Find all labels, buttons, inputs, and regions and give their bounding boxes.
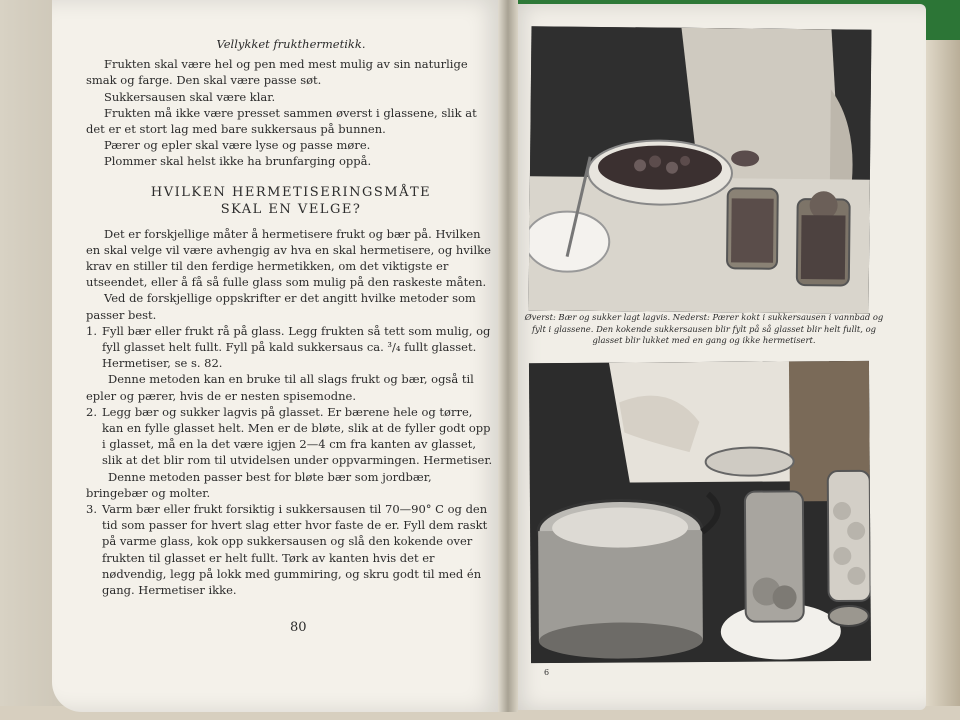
left-page-text <box>86 30 496 598</box>
intro-line: Frukten skal være hel og pen med mest mulig av sin naturlige smak og farge. Den skal være passe søt. <box>86 57 468 88</box>
intro-line: Pærer og epler skal være lyse og passe møre. <box>104 138 371 153</box>
section-heading <box>86 184 496 218</box>
photo-pears-in-jars <box>529 361 871 663</box>
method-item <box>86 404 496 469</box>
method-number: 3. <box>86 502 97 517</box>
section-heading-line1: HVILKEN HERMETISERINGSMÅTE <box>150 184 432 200</box>
method-text: Legg bær og sukker lagvis på glasset. Er bærene hele og tørre, kan en fylle glasset helt. Men er de bløte, slik at de fyller godt opp i glasset, må en la det være igjen 2—4 cm fra kanten av glasset, slik at det blir rom til utvidelsen under oppvarmingen. Hermetiser. <box>102 404 493 468</box>
method-number: 2. <box>86 404 97 419</box>
body-paragraph: Det er forskjellige måter å hermetisere frukt og bær på. Hvilken en skal velge vil være avhengig av hva en skal hermetisere, og hvilke krav en stiller til den ferdige hermetikken, om det viktigste er utseendet, eller å få så fulle glass som mulig på den raskeste måten. <box>86 226 491 290</box>
book-page-edges <box>920 40 960 720</box>
right-page-number: 6 <box>544 668 550 677</box>
photo-berries-and-sugar <box>529 26 872 314</box>
method-item <box>86 501 496 598</box>
method-item <box>86 323 496 372</box>
intro-line: Sukkersausen skal være klar. <box>104 89 276 104</box>
method-text: Varm bær eller frukt forsiktig i sukkersausen til 70—90° C og den tid som passer for hvert slag etter hvor faste de er. Fyll dem raskt på varme glass, kok opp sukkersausen og slå den kokende over frukten til glasset er helt fullt. Tørk av kanten hvis det er nødvendig, legg på lokk med gummiring, og skru godt til med én gang. Hermetiser ikke. <box>102 502 488 598</box>
section-heading-line2: SKAL EN VELGE? <box>220 201 362 217</box>
method-note: Denne metoden kan en bruke til all slags frukt og bær, også til epler og pærer, hvis de er nesten spisemodne. <box>86 372 474 403</box>
method-number: 1. <box>86 323 97 338</box>
photo-caption: Øverst: Bær og sukker lagt lagvis. Nederst: Pærer kokt i sukkersausen i vannbad og fylt i glassene. Den kokende sukkersausen blir fylt på så glasset blir helt fullt, og glasset blir lukket med en gang og ikke hermetisert. <box>524 312 884 345</box>
method-text: Fyll bær eller frukt rå på glass. Legg frukten så tett som mulig, og fyll glasset helt fullt. Fyll på kald sukkersaus ca. ³/₄ fullt glasset. Hermetiser, se s. 82. <box>102 323 491 371</box>
body-paragraph: Ved de forskjellige oppskrifter er det angitt hvilke metoder som passer best. <box>86 291 476 322</box>
method-note: Denne metoden passer best for bløte bær som jordbær, bringebær og molter. <box>86 469 432 500</box>
running-head: Vellykket frukthermetikk. <box>216 37 366 51</box>
book-gutter <box>498 0 518 712</box>
left-page-number: 80 <box>290 620 307 635</box>
intro-line: Frukten må ikke være presset sammen øverst i glassene, slik at det er et stort lag med bare sukkersaus på bunnen. <box>86 105 477 137</box>
intro-line: Plommer skal helst ikke ha brunfarging oppå. <box>104 154 372 169</box>
